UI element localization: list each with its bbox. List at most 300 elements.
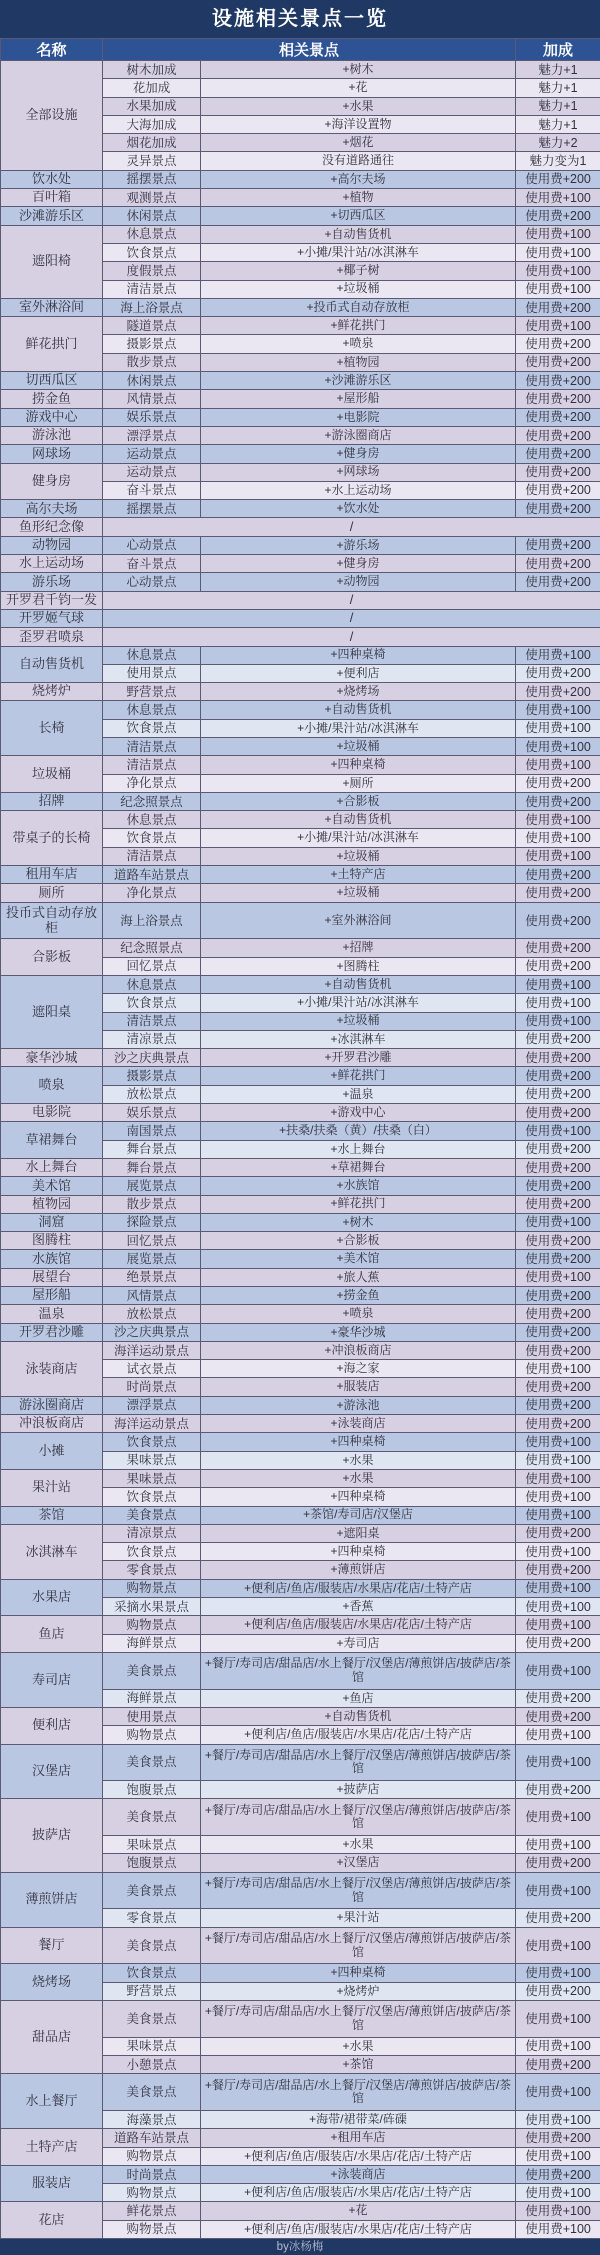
table-row xyxy=(1,792,600,810)
facility-name-cell: 甜品店 xyxy=(1,2001,103,2074)
related-spot-cell: +小摊/果汁站/冰淇淋车 xyxy=(201,829,516,847)
related-spot-cell: +鲜花拱门 xyxy=(201,317,516,335)
spot-type-cell: 绝景景点 xyxy=(103,1268,201,1286)
spot-type-cell: 购物景点 xyxy=(103,2184,201,2202)
bonus-cell: 使用费+100 xyxy=(516,1543,600,1561)
spot-type-cell: 休闲景点 xyxy=(103,372,201,390)
related-spot-cell: +切西瓜区 xyxy=(201,207,516,225)
related-spot-cell: +垃圾桶 xyxy=(201,280,516,298)
spot-type-cell: 树木加成 xyxy=(103,61,201,79)
bonus-cell: 使用费+100 xyxy=(516,189,600,207)
bonus-cell: 使用费+100 xyxy=(516,1616,600,1634)
related-spot-cell: +游戏中心 xyxy=(201,1104,516,1122)
bonus-cell: 使用费+200 xyxy=(516,1909,600,1927)
spot-type-cell: 休息景点 xyxy=(103,975,201,993)
table-row xyxy=(1,2165,600,2183)
facility-name-cell: 厕所 xyxy=(1,884,103,902)
related-spot-cell: +泳装商店 xyxy=(201,2165,516,2183)
spot-type-cell: 海藻景点 xyxy=(103,2111,201,2129)
table-row xyxy=(1,1250,600,1268)
bonus-cell: 使用费+200 xyxy=(516,1232,600,1250)
bonus-cell: 使用费+200 xyxy=(516,939,600,957)
related-spot-cell: +水果 xyxy=(201,1469,516,1487)
related-spot-cell: +水族馆 xyxy=(201,1177,516,1195)
bonus-cell: 使用费+200 xyxy=(516,957,600,975)
related-spot-cell: +餐厅/寿司店/甜品店/水上餐厅/汉堡店/薄煎饼店/披萨店/茶馆 xyxy=(201,2001,516,2038)
spot-type-cell: 大海加成 xyxy=(103,115,201,133)
spot-type-cell: 购物景点 xyxy=(103,2147,201,2165)
related-spot-cell: +海洋设置物 xyxy=(201,115,516,133)
related-spot-cell: +树木 xyxy=(201,1213,516,1231)
facility-name-cell: 水族馆 xyxy=(1,1250,103,1268)
related-spot-cell: +网球场 xyxy=(201,463,516,481)
spot-type-cell: 清洁景点 xyxy=(103,756,201,774)
table-row xyxy=(1,225,600,243)
bonus-cell: 使用费+200 xyxy=(516,536,600,554)
spot-type-cell: 时尚景点 xyxy=(103,1378,201,1396)
spot-type-cell: 购物景点 xyxy=(103,1579,201,1597)
table-row xyxy=(1,756,600,774)
bonus-cell: 使用费+200 xyxy=(516,1250,600,1268)
table-row xyxy=(1,536,600,554)
spot-type-cell: 放松景点 xyxy=(103,1305,201,1323)
bonus-cell: 使用费+100 xyxy=(516,2111,600,2129)
spot-type-cell: 风情景点 xyxy=(103,390,201,408)
spot-type-cell: 休息景点 xyxy=(103,811,201,829)
table-row xyxy=(1,2074,600,2111)
table-row xyxy=(1,1067,600,1085)
facility-name-cell: 水上餐厅 xyxy=(1,2074,103,2129)
related-spot-cell: +水果 xyxy=(201,2037,516,2055)
facility-name-cell: 室外淋浴间 xyxy=(1,298,103,316)
related-spot-cell: +自动售货机 xyxy=(201,1707,516,1725)
spot-type-cell: 野营景点 xyxy=(103,1982,201,2000)
spot-type-cell: 饮食景点 xyxy=(103,1488,201,1506)
spot-type-cell: 纪念照景点 xyxy=(103,792,201,810)
bonus-cell: 使用费+200 xyxy=(516,1854,600,1872)
bonus-cell: 使用费+200 xyxy=(516,1323,600,1341)
spot-type-cell: 运动景点 xyxy=(103,463,201,481)
facility-name-cell: 冲浪板商店 xyxy=(1,1415,103,1433)
spot-type-cell: 美食景点 xyxy=(103,1652,201,1689)
spot-type-cell: 度假景点 xyxy=(103,262,201,280)
facility-name-cell: 投币式自动存放柜 xyxy=(1,902,103,939)
bonus-cell: 使用费+100 xyxy=(516,1872,600,1909)
related-spot-cell: +垃圾桶 xyxy=(201,847,516,865)
facility-name-cell: 果汁站 xyxy=(1,1469,103,1506)
facility-name-cell: 烧烤炉 xyxy=(1,683,103,701)
related-spot-cell: +水果 xyxy=(201,97,516,115)
related-spot-cell: +水果 xyxy=(201,1836,516,1854)
spot-type-cell: 海上浴景点 xyxy=(103,902,201,939)
related-spot-cell: +电影院 xyxy=(201,408,516,426)
facility-name-cell: 游乐场 xyxy=(1,573,103,591)
facility-name-cell: 开罗姬气球 xyxy=(1,609,103,627)
facility-name-cell: 捞金鱼 xyxy=(1,390,103,408)
related-spot-cell: +花 xyxy=(201,79,516,97)
related-spot-cell: +茶馆 xyxy=(201,2056,516,2074)
table-row xyxy=(1,390,600,408)
facility-name-cell: 美术馆 xyxy=(1,1177,103,1195)
bonus-cell: 使用费+200 xyxy=(516,298,600,316)
table-row xyxy=(1,628,600,646)
facility-name-cell: 百叶箱 xyxy=(1,189,103,207)
bonus-cell: 使用费+200 xyxy=(516,1524,600,1542)
spot-type-cell: 休闲景点 xyxy=(103,207,201,225)
related-spot-cell: +餐厅/寿司店/甜品店/水上餐厅/汉堡店/薄煎饼店/披萨店/茶馆 xyxy=(201,1872,516,1909)
facility-spots-table xyxy=(0,38,600,2239)
related-spot-cell: +冲浪板商店 xyxy=(201,1341,516,1359)
related-spot-cell: +水上运动场 xyxy=(201,481,516,499)
related-spot-cell: +果汁站 xyxy=(201,1909,516,1927)
related-spot-cell: +合影板 xyxy=(201,1232,516,1250)
related-spot-cell: +烧烤炉 xyxy=(201,1982,516,2000)
related-spot-cell: +游泳池 xyxy=(201,1396,516,1414)
bonus-cell: 使用费+100 xyxy=(516,701,600,719)
facility-name-cell: 沙滩游乐区 xyxy=(1,207,103,225)
spot-type-cell: 海上浴景点 xyxy=(103,298,201,316)
related-spot-cell: +小摊/果汁站/冰淇淋车 xyxy=(201,243,516,261)
related-spot-cell: +植物 xyxy=(201,189,516,207)
related-spot-cell: +草裙舞台 xyxy=(201,1158,516,1176)
related-spot-cell: +鲜花拱门 xyxy=(201,1067,516,1085)
related-spot-cell: +披萨店 xyxy=(201,1781,516,1799)
spot-type-cell: 果味景点 xyxy=(103,1836,201,1854)
related-spot-cell: 没有道路通往 xyxy=(201,152,516,170)
facility-name-cell: 展望台 xyxy=(1,1268,103,1286)
bonus-cell: 使用费+200 xyxy=(516,1781,600,1799)
related-spot-cell: +便利店/鱼店/服装店/水果店/花店/土特产店 xyxy=(201,1579,516,1597)
related-spot-cell: +便利店 xyxy=(201,664,516,682)
related-spot-cell: +鱼店 xyxy=(201,1689,516,1707)
bonus-cell: 使用费+200 xyxy=(516,390,600,408)
facility-name-cell: 游戏中心 xyxy=(1,408,103,426)
related-spot-cell: +餐厅/寿司店/甜品店/水上餐厅/汉堡店/薄煎饼店/披萨店/茶馆 xyxy=(201,1652,516,1689)
bonus-cell: 使用费+100 xyxy=(516,2184,600,2202)
bonus-cell: 使用费+100 xyxy=(516,829,600,847)
bonus-cell: 使用费+100 xyxy=(516,646,600,664)
spot-type-cell: 净化景点 xyxy=(103,774,201,792)
bonus-cell: 魅力+1 xyxy=(516,61,600,79)
spot-type-cell: 果味景点 xyxy=(103,1451,201,1469)
bonus-cell: 使用费+200 xyxy=(516,1689,600,1707)
related-spot-cell: +植物园 xyxy=(201,353,516,371)
related-spot-cell: +鲜花拱门 xyxy=(201,1195,516,1213)
column-header-name: 名称 xyxy=(1,39,103,61)
table-row xyxy=(1,1872,600,1909)
spot-type-cell: 休息景点 xyxy=(103,646,201,664)
table-row xyxy=(1,1122,600,1140)
facility-name-cell: 鱼形纪念像 xyxy=(1,518,103,536)
bonus-cell: 使用费+200 xyxy=(516,1067,600,1085)
table-row xyxy=(1,1415,600,1433)
facility-name-cell: 便利店 xyxy=(1,1707,103,1744)
table-row xyxy=(1,1616,600,1634)
facility-name-cell: 水果店 xyxy=(1,1579,103,1616)
bonus-cell: 使用费+200 xyxy=(516,2129,600,2147)
related-spot-cell: +便利店/鱼店/服装店/水果店/花店/土特产店 xyxy=(201,2147,516,2165)
table-row xyxy=(1,1323,600,1341)
spot-type-cell: 饱腹景点 xyxy=(103,1781,201,1799)
spot-type-cell: 散步景点 xyxy=(103,1195,201,1213)
related-spot-cell: +餐厅/寿司店/甜品店/水上餐厅/汉堡店/薄煎饼店/披萨店/茶馆 xyxy=(201,1927,516,1964)
facility-name-cell: 茶馆 xyxy=(1,1506,103,1524)
bonus-cell: 使用费+100 xyxy=(516,225,600,243)
bonus-cell: 使用费+100 xyxy=(516,1488,600,1506)
table-row xyxy=(1,884,600,902)
bonus-cell: 使用费+100 xyxy=(516,1726,600,1744)
table-row xyxy=(1,1195,600,1213)
related-spot-cell: +自动售货机 xyxy=(201,225,516,243)
bonus-cell: 使用费+200 xyxy=(516,1049,600,1067)
spot-type-cell: 饮食景点 xyxy=(103,1543,201,1561)
facility-name-cell: 洞窟 xyxy=(1,1213,103,1231)
table-row xyxy=(1,2202,600,2220)
bonus-cell: 使用费+100 xyxy=(516,2220,600,2238)
spot-type-cell: 饮食景点 xyxy=(103,994,201,1012)
table-row xyxy=(1,975,600,993)
related-spot-cell: +烟花 xyxy=(201,134,516,152)
table-row xyxy=(1,701,600,719)
spot-type-cell: 购物景点 xyxy=(103,2220,201,2238)
facility-name-cell: 土特产店 xyxy=(1,2129,103,2166)
related-spot-cell: +喷泉 xyxy=(201,335,516,353)
facility-name-cell: 花店 xyxy=(1,2202,103,2239)
related-spot-cell: +合影板 xyxy=(201,792,516,810)
spot-type-cell: 奋斗景点 xyxy=(103,481,201,499)
bonus-cell: 使用费+100 xyxy=(516,1012,600,1030)
related-spot-cell: +饮水处 xyxy=(201,500,516,518)
table-row xyxy=(1,1744,600,1781)
table-row xyxy=(1,1707,600,1725)
related-spot-cell: +租用车店 xyxy=(201,2129,516,2147)
facility-name-cell: 水上运动场 xyxy=(1,555,103,573)
table-row xyxy=(1,1964,600,1982)
table-row xyxy=(1,1177,600,1195)
facility-name-cell: 遮阳椅 xyxy=(1,225,103,298)
table-row xyxy=(1,518,600,536)
table-row xyxy=(1,902,600,939)
spot-type-cell: 运动景点 xyxy=(103,445,201,463)
table-row xyxy=(1,1469,600,1487)
facility-name-cell: 寿司店 xyxy=(1,1652,103,1707)
column-header-bonus: 加成 xyxy=(516,39,600,61)
related-spot-cell: +温泉 xyxy=(201,1085,516,1103)
spot-type-cell: 购物景点 xyxy=(103,1616,201,1634)
bonus-cell: 使用费+200 xyxy=(516,1707,600,1725)
facility-name-cell: 鱼店 xyxy=(1,1616,103,1653)
table-row xyxy=(1,426,600,444)
table-row xyxy=(1,372,600,390)
spot-type-cell: 清洁景点 xyxy=(103,847,201,865)
bonus-cell: 使用费+100 xyxy=(516,994,600,1012)
facility-name-cell: 切西瓜区 xyxy=(1,372,103,390)
facility-name-cell: 开罗君千钧一发 xyxy=(1,591,103,609)
bonus-cell: 使用费+200 xyxy=(516,2165,600,2183)
related-spot-cell: +薄煎饼店 xyxy=(201,1561,516,1579)
bonus-cell: 使用费+200 xyxy=(516,207,600,225)
spot-type-cell: 娱乐景点 xyxy=(103,408,201,426)
spot-type-cell: 美食景点 xyxy=(103,1799,201,1836)
spot-type-cell: 烟花加成 xyxy=(103,134,201,152)
bonus-cell: 使用费+200 xyxy=(516,774,600,792)
bonus-cell: 使用费+100 xyxy=(516,262,600,280)
facility-name-cell: 泳装商店 xyxy=(1,1341,103,1396)
table-row xyxy=(1,1652,600,1689)
related-spot-cell: +便利店/鱼店/服装店/水果店/花店/土特产店 xyxy=(201,1616,516,1634)
facility-name-cell: 喷泉 xyxy=(1,1067,103,1104)
spot-type-cell: 风情景点 xyxy=(103,1286,201,1304)
related-spot-cell: +健身房 xyxy=(201,445,516,463)
related-spot-cell: +汉堡店 xyxy=(201,1854,516,1872)
bonus-cell: 使用费+100 xyxy=(516,737,600,755)
table-row xyxy=(1,1799,600,1836)
bonus-cell: 使用费+200 xyxy=(516,481,600,499)
table-row xyxy=(1,1232,600,1250)
facility-name-cell: 冰淇淋车 xyxy=(1,1524,103,1579)
spot-type-cell: 舞台景点 xyxy=(103,1140,201,1158)
related-spot-cell: +垃圾桶 xyxy=(201,1012,516,1030)
related-spot-cell: +垃圾桶 xyxy=(201,884,516,902)
bonus-cell: 使用费+200 xyxy=(516,426,600,444)
related-spot-cell: +美术馆 xyxy=(201,1250,516,1268)
table-row xyxy=(1,1579,600,1597)
bonus-cell: 使用费+100 xyxy=(516,1451,600,1469)
spot-type-cell: 清凉景点 xyxy=(103,1524,201,1542)
table-row xyxy=(1,500,600,518)
bonus-cell: 使用费+200 xyxy=(516,372,600,390)
facility-name-cell: 小摊 xyxy=(1,1433,103,1470)
facility-name-cell: 草裙舞台 xyxy=(1,1122,103,1159)
facility-name-cell: 汉堡店 xyxy=(1,1744,103,1799)
related-spot-cell: +捞金鱼 xyxy=(201,1286,516,1304)
related-spot-cell: +便利店/鱼店/服装店/水果店/花店/土特产店 xyxy=(201,2184,516,2202)
table-row xyxy=(1,866,600,884)
related-spot-cell: +服装店 xyxy=(201,1378,516,1396)
table-row xyxy=(1,1286,600,1304)
column-header-related: 相关景点 xyxy=(103,39,516,61)
bonus-cell: 使用费+200 xyxy=(516,445,600,463)
bonus-cell: 使用费+200 xyxy=(516,683,600,701)
related-spot-cell: +投币式自动存放柜 xyxy=(201,298,516,316)
no-related-spot-cell: / xyxy=(103,591,600,609)
bonus-cell: 使用费+200 xyxy=(516,1378,600,1396)
related-spot-cell: +游泳圈商店 xyxy=(201,426,516,444)
bonus-cell: 使用费+100 xyxy=(516,975,600,993)
bonus-cell: 使用费+100 xyxy=(516,317,600,335)
bonus-cell: 使用费+200 xyxy=(516,1396,600,1414)
related-spot-cell: +四种桌椅 xyxy=(201,1964,516,1982)
related-spot-cell: +小摊/果汁站/冰淇淋车 xyxy=(201,994,516,1012)
facility-name-cell: 植物园 xyxy=(1,1195,103,1213)
related-spot-cell: +水果 xyxy=(201,1451,516,1469)
bonus-cell: 使用费+200 xyxy=(516,353,600,371)
spot-type-cell: 清凉景点 xyxy=(103,1030,201,1048)
spot-type-cell: 南国景点 xyxy=(103,1122,201,1140)
spot-type-cell: 放松景点 xyxy=(103,1085,201,1103)
related-spot-cell: +花 xyxy=(201,2202,516,2220)
bonus-cell: 使用费+200 xyxy=(516,792,600,810)
table-row xyxy=(1,207,600,225)
bonus-cell: 使用费+100 xyxy=(516,811,600,829)
table-row xyxy=(1,1433,600,1451)
related-spot-cell: +树木 xyxy=(201,61,516,79)
facility-name-cell: 游泳池 xyxy=(1,426,103,444)
table-row xyxy=(1,1524,600,1542)
bonus-cell: 使用费+100 xyxy=(516,1744,600,1781)
related-spot-cell: +小摊/果汁站/冰淇淋车 xyxy=(201,719,516,737)
spot-type-cell: 纪念照景点 xyxy=(103,939,201,957)
spot-type-cell: 奋斗景点 xyxy=(103,555,201,573)
bonus-cell: 使用费+200 xyxy=(516,1305,600,1323)
bonus-cell: 使用费+100 xyxy=(516,1799,600,1836)
bonus-cell: 使用费+200 xyxy=(516,1158,600,1176)
table-row xyxy=(1,1213,600,1231)
facility-name-cell: 开罗君沙雕 xyxy=(1,1323,103,1341)
footer-credit: by冰杨梅 xyxy=(0,2239,600,2255)
related-spot-cell: +餐厅/寿司店/甜品店/水上餐厅/汉堡店/薄煎饼店/披萨店/茶馆 xyxy=(201,1744,516,1781)
facility-name-cell: 图腾柱 xyxy=(1,1232,103,1250)
spot-type-cell: 休息景点 xyxy=(103,225,201,243)
spot-type-cell: 饮食景点 xyxy=(103,719,201,737)
bonus-cell: 使用费+100 xyxy=(516,1122,600,1140)
related-spot-cell: +游乐场 xyxy=(201,536,516,554)
spot-type-cell: 摇摆景点 xyxy=(103,500,201,518)
bonus-cell: 使用费+100 xyxy=(516,1964,600,1982)
table-row xyxy=(1,1049,600,1067)
table-row xyxy=(1,591,600,609)
bonus-cell: 使用费+100 xyxy=(516,1836,600,1854)
spot-type-cell: 漂浮景点 xyxy=(103,426,201,444)
spot-type-cell: 展览景点 xyxy=(103,1250,201,1268)
table-row xyxy=(1,1268,600,1286)
table-row xyxy=(1,445,600,463)
spot-type-cell: 清洁景点 xyxy=(103,1012,201,1030)
spot-type-cell: 使用景点 xyxy=(103,664,201,682)
related-spot-cell: +喷泉 xyxy=(201,1305,516,1323)
bonus-cell: 魅力+1 xyxy=(516,97,600,115)
bonus-cell: 使用费+200 xyxy=(516,555,600,573)
related-spot-cell: +海带/裙带菜/砗磲 xyxy=(201,2111,516,2129)
bonus-cell: 使用费+200 xyxy=(516,335,600,353)
facility-name-cell: 遮阳桌 xyxy=(1,975,103,1048)
spot-type-cell: 时尚景点 xyxy=(103,2165,201,2183)
related-spot-cell: +屋形船 xyxy=(201,390,516,408)
spot-type-cell: 饮食景点 xyxy=(103,829,201,847)
related-spot-cell: +高尔夫场 xyxy=(201,170,516,188)
table-row xyxy=(1,683,600,701)
bonus-cell: 魅力+2 xyxy=(516,134,600,152)
bonus-cell: 使用费+100 xyxy=(516,2001,600,2038)
facility-name-cell: 自动售货机 xyxy=(1,646,103,683)
bonus-cell: 使用费+200 xyxy=(516,1415,600,1433)
table-row xyxy=(1,189,600,207)
table-row xyxy=(1,646,600,664)
spot-type-cell: 心动景点 xyxy=(103,536,201,554)
spot-type-cell: 零食景点 xyxy=(103,1561,201,1579)
bonus-cell: 使用费+200 xyxy=(516,463,600,481)
spot-type-cell: 道路车站景点 xyxy=(103,866,201,884)
facility-name-cell: 租用车店 xyxy=(1,866,103,884)
related-spot-cell: +水上舞台 xyxy=(201,1140,516,1158)
spot-type-cell: 零食景点 xyxy=(103,1909,201,1927)
spot-type-cell: 沙之庆典景点 xyxy=(103,1323,201,1341)
related-spot-cell: +四种桌椅 xyxy=(201,756,516,774)
bonus-cell: 使用费+100 xyxy=(516,2147,600,2165)
spot-type-cell: 鲜花景点 xyxy=(103,2202,201,2220)
spot-type-cell: 饮食景点 xyxy=(103,243,201,261)
spot-type-cell: 美食景点 xyxy=(103,2001,201,2038)
